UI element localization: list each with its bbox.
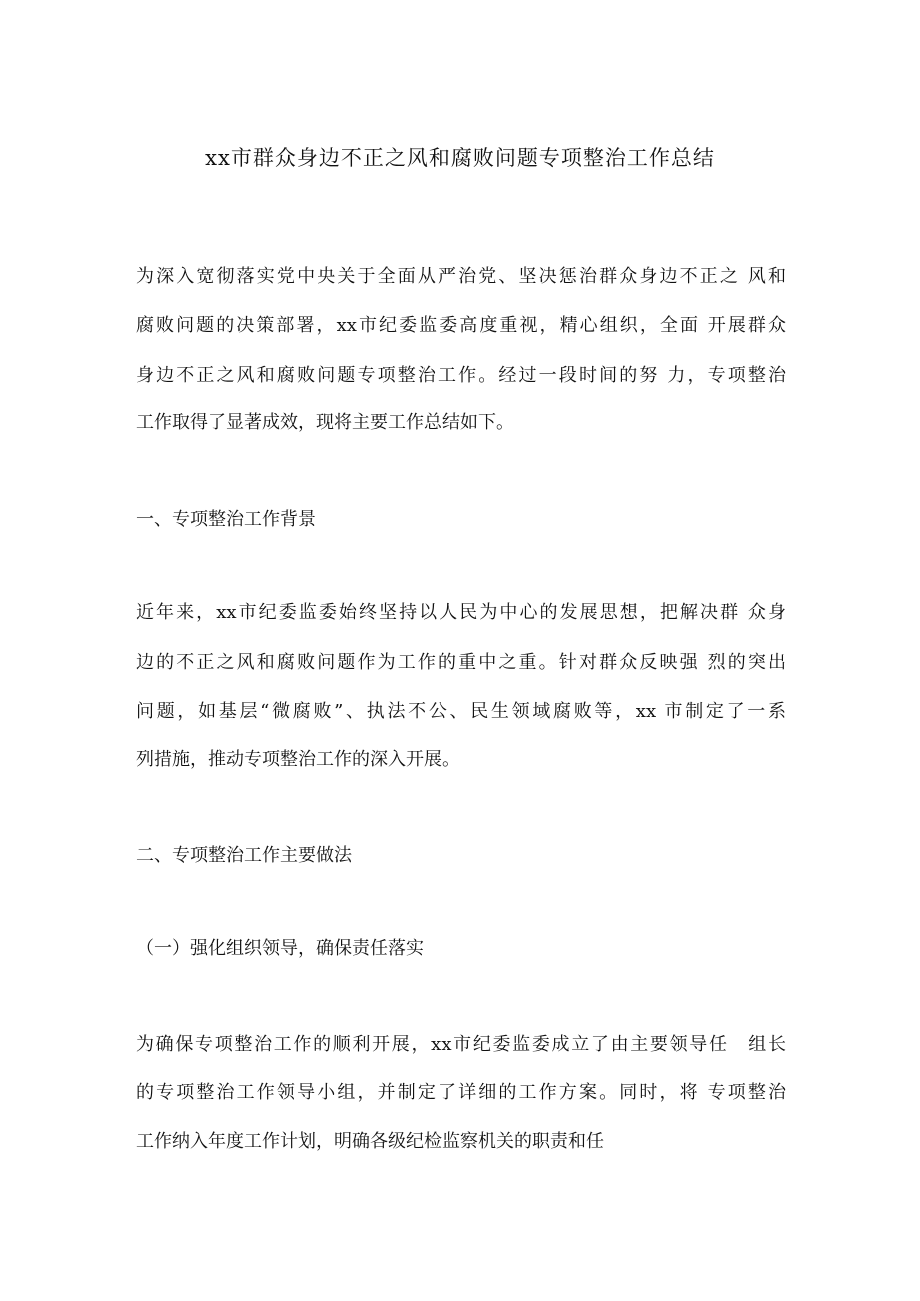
document-title: xx市群众身边不正之风和腐败问题专项整治工作总结 bbox=[205, 146, 715, 170]
subsection-1-line-2: 的专项整治工作领导小组，并制定了详细的工作方案。同时，将 专项整治 bbox=[136, 1082, 786, 1103]
intro-line-3: 身边不正之风和腐败问题专项整治工作。经过一段时间的努 力，专项整治 bbox=[136, 365, 786, 386]
section-1-line-1: 近年来，xx市纪委监委始终坚持以人民为中心的发展思想，把解决群 众身 bbox=[136, 602, 786, 623]
section-1-line-2: 边的不正之风和腐败问题作为工作的重中之重。针对群众反映强 烈的突出 bbox=[136, 652, 786, 673]
subsection-1-line-3: 工作纳入年度工作计划，明确各级纪检监察机关的职责和任 bbox=[136, 1131, 604, 1152]
subsection-1-heading: （一）强化组织领导，确保责任落实 bbox=[136, 938, 424, 959]
intro-line-4: 工作取得了显著成效，现将主要工作总结如下。 bbox=[136, 412, 514, 433]
section-1-line-3: 问题，如基层“微腐败”、执法不公、民生领域腐败等，xx 市制定了一系 bbox=[136, 701, 786, 722]
section-1-heading: 一、专项整治工作背景 bbox=[136, 509, 316, 530]
intro-line-2: 腐败问题的决策部署，xx市纪委监委高度重视，精心组织，全面 开展群众 bbox=[136, 315, 786, 336]
subsection-1-line-1: 为确保专项整治工作的顺利开展，xx市纪委监委成立了由主要领导任 组长 bbox=[136, 1034, 786, 1055]
section-2-heading: 二、专项整治工作主要做法 bbox=[136, 845, 352, 866]
section-1-line-4: 列措施，推动专项整治工作的深入开展。 bbox=[136, 749, 460, 770]
intro-line-1: 为深入宽彻落实党中央关于全面从严治党、坚决惩治群众身边不正之 风和 bbox=[136, 266, 786, 287]
